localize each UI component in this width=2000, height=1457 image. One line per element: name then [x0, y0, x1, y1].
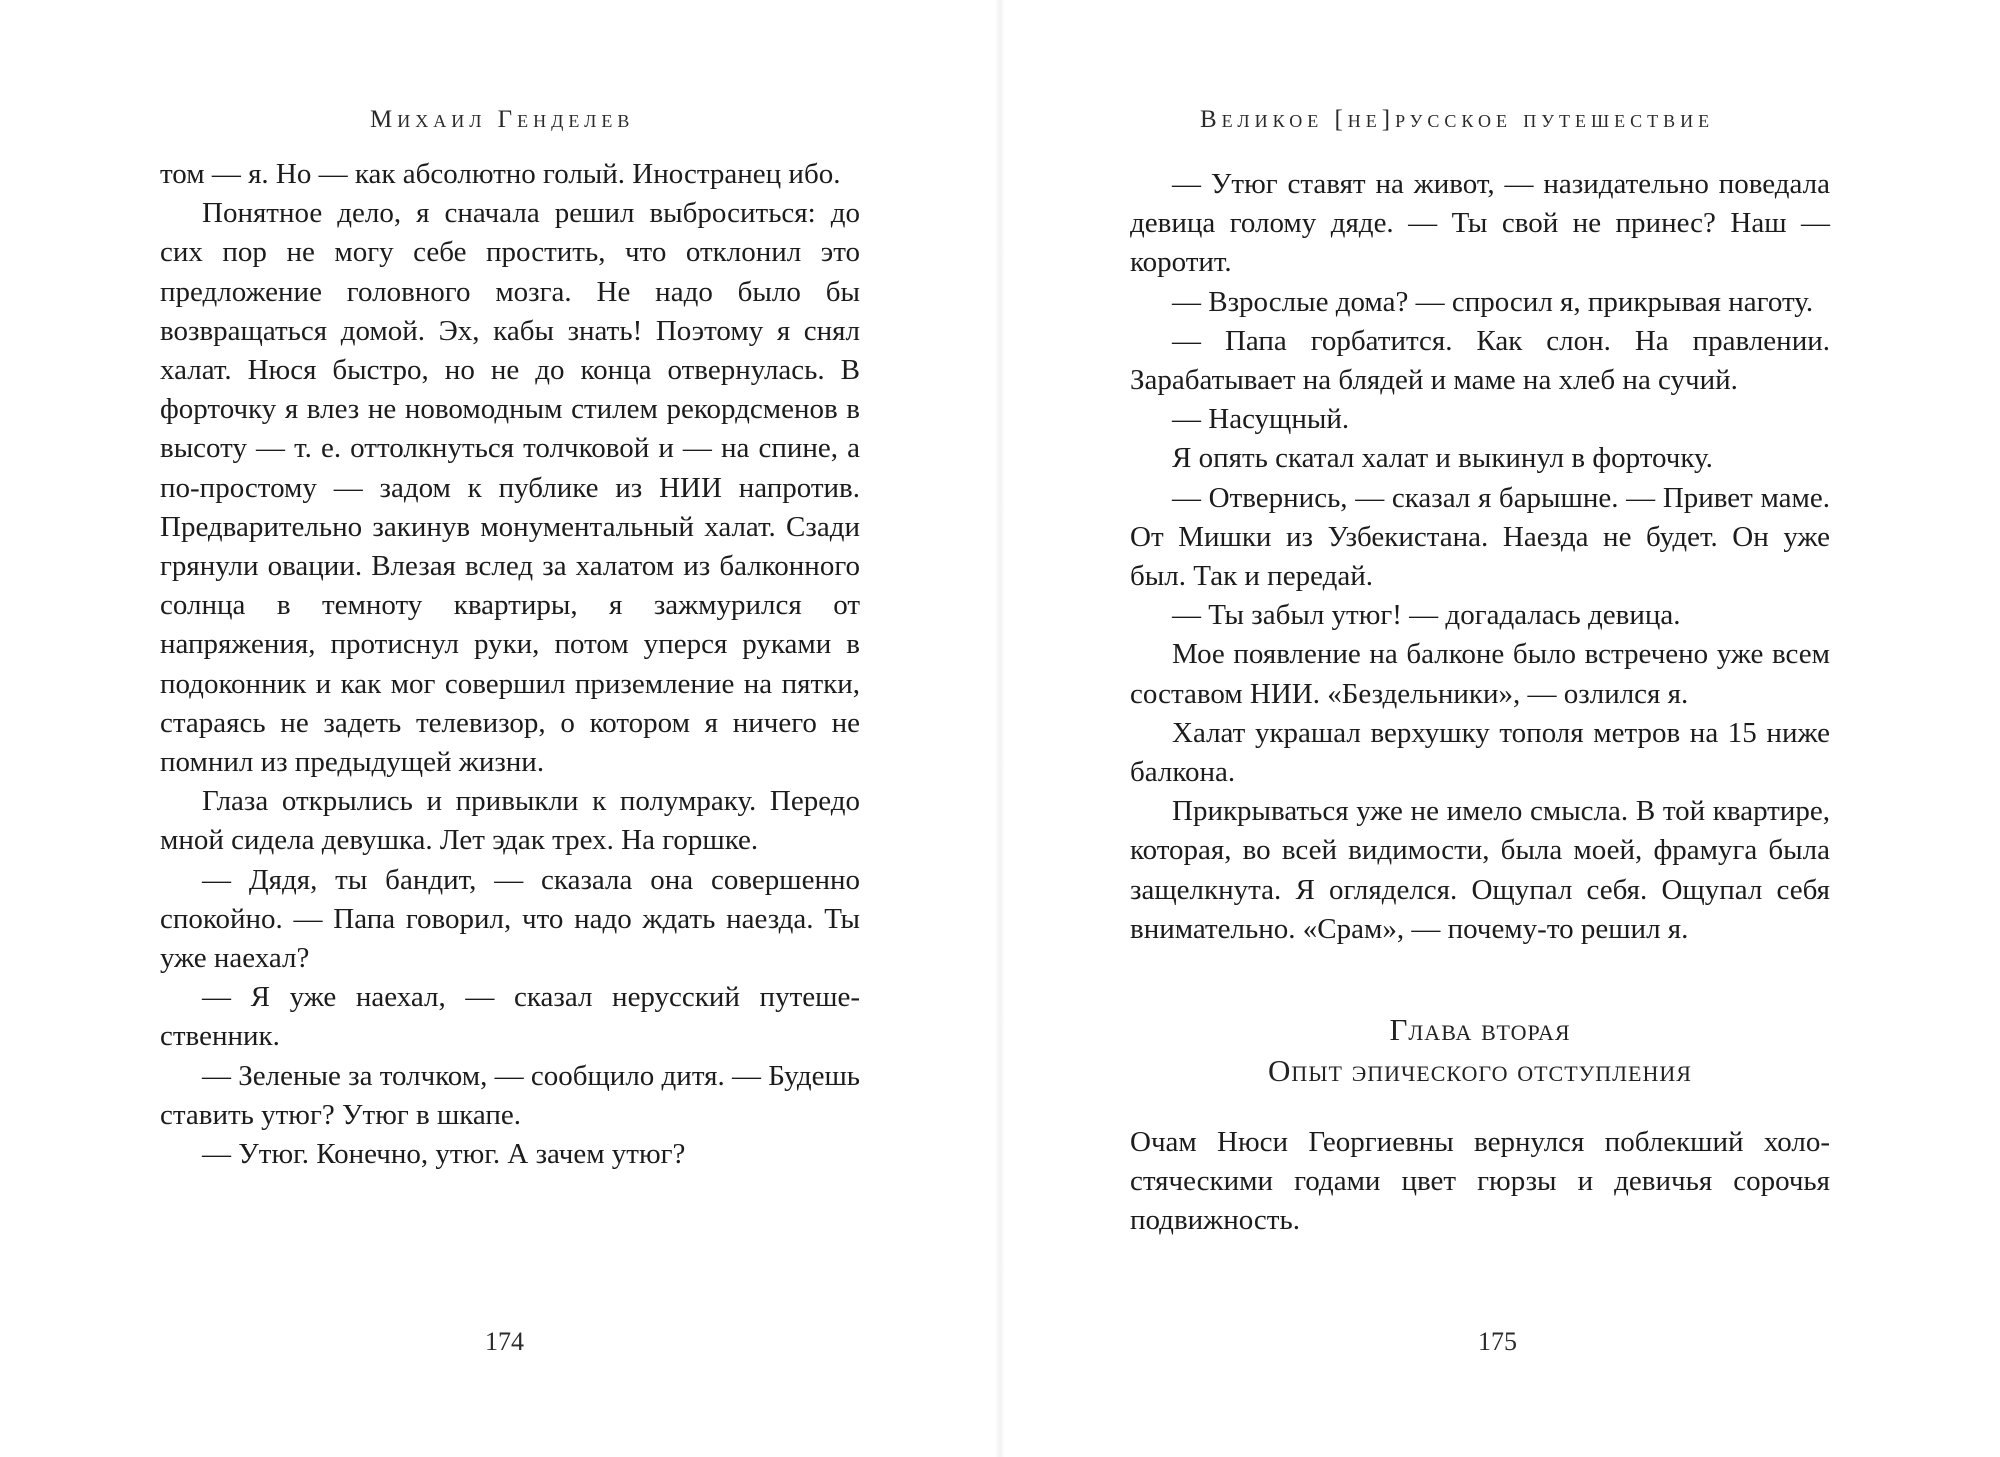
paragraph: — Утюг. Конечно, утюг. А зачем утюг?	[202, 1138, 686, 1171]
chapter-heading	[1130, 1009, 1830, 1091]
paragraph: — Я уже наехал, — сказал нерусский путешественник.	[160, 981, 860, 1053]
right-text-block	[1130, 165, 1830, 1241]
paragraph: Прикрываться уже не имело смысла. В той квартире, которая, во всей видимости, была моей, фрамуга была защелкнута. Я огляделся. Ощупал себя. Ощупал себя внимательно. «Срам», — почему-то решил я.	[1130, 795, 1830, 945]
paragraph: — Дядя, ты бандит, — сказала она совершенно спокойно. — Папа говорил, что надо ждать наезда. Ты уже наехал?	[160, 863, 860, 975]
paragraph: Глаза открылись и привыкли к полумраку. Передо мной сидела девушка. Лет эдак трех. На горшке.	[160, 785, 860, 857]
right-page-number: 175	[1478, 1327, 1517, 1356]
paragraph: — Утюг ставят на живот, — назидательно поведала девица голому дяде. — Ты свой не принес? Наш — коротит.	[1130, 168, 1830, 279]
left-page-number: 174	[485, 1327, 524, 1356]
right-page	[1000, 0, 2000, 1457]
paragraph: — Отвернись, — сказал я барышне. — Привет маме. От Мишки из Узбекистана. Наезда не будет. Он уже был. Так и передай.	[1130, 481, 1830, 593]
paragraph: — Зеленые за толчком, — сообщило дитя. — Будешь ставить утюг? Утюг в шкапе.	[160, 1059, 860, 1131]
paragraph: — Взрослые дома? — спросил я, прикрывая наготу.	[1172, 285, 1814, 318]
paragraph: Халат украшал верхушку тополя метров на 15 ниже балкона.	[1130, 716, 1830, 789]
chapter-title: Опыт эпического отступления	[1268, 1053, 1692, 1089]
paragraph: Понятное дело, я сначала решил выброситься: до сих пор не могу себе простить, что отклонил это предложение головного мозга. Не надо было бы возвращаться домой. Эх, кабы знать! Поэтому я снял халат. Нюся быстро, но не до конца отвернулась. В форточку я влез не новомодным стилем рекордсменов в высоту — т. е. оттолкнуться толчковой и — на спине, а по-простому — задом к публике из НИИ напротив. Предварительно закинув монументальный халат. Сзади грянули овации. Влезая вслед за халатом из балконного солнца в темноту квартиры, я зажмурился от напряжения, протиснул руки, потом уперся руками в подоконник и как мог совершил приземление на пятки, стараясь не задеть телевизор, о котором я ничего не помнил из предыдущей жизни.	[160, 197, 860, 779]
paragraph: — Ты забыл утюг! — догадалась девица.	[1172, 599, 1681, 632]
right-running-head: Великое [не]русское путешествие	[1200, 106, 1715, 133]
paragraph: том — я. Но — как абсолютно голый. Иностранец ибо.	[160, 158, 841, 190]
chapter-number: Глава вторая	[1389, 1012, 1571, 1048]
paragraph: — Папа горбатится. Как слон. На правлении. Зарабатывает на блядей и маме на хлеб на сучий.	[1130, 324, 1830, 397]
paragraph: — Насущный.	[1172, 403, 1350, 436]
left-running-head: Михаил Генделев	[370, 106, 635, 133]
paragraph: Очам Нюси Георгиевны вернулся поблекший холостяческими годами цвет гюрзы и девичья сорочья подвижность.	[1130, 1126, 1830, 1237]
paragraph: Мое появление на балконе было встречено уже всем составом НИИ. «Бездельники», — озлился я.	[1130, 638, 1830, 710]
left-text-block	[160, 155, 860, 1174]
paragraph: Я опять скатал халат и выкинул в форточку.	[1172, 442, 1713, 475]
